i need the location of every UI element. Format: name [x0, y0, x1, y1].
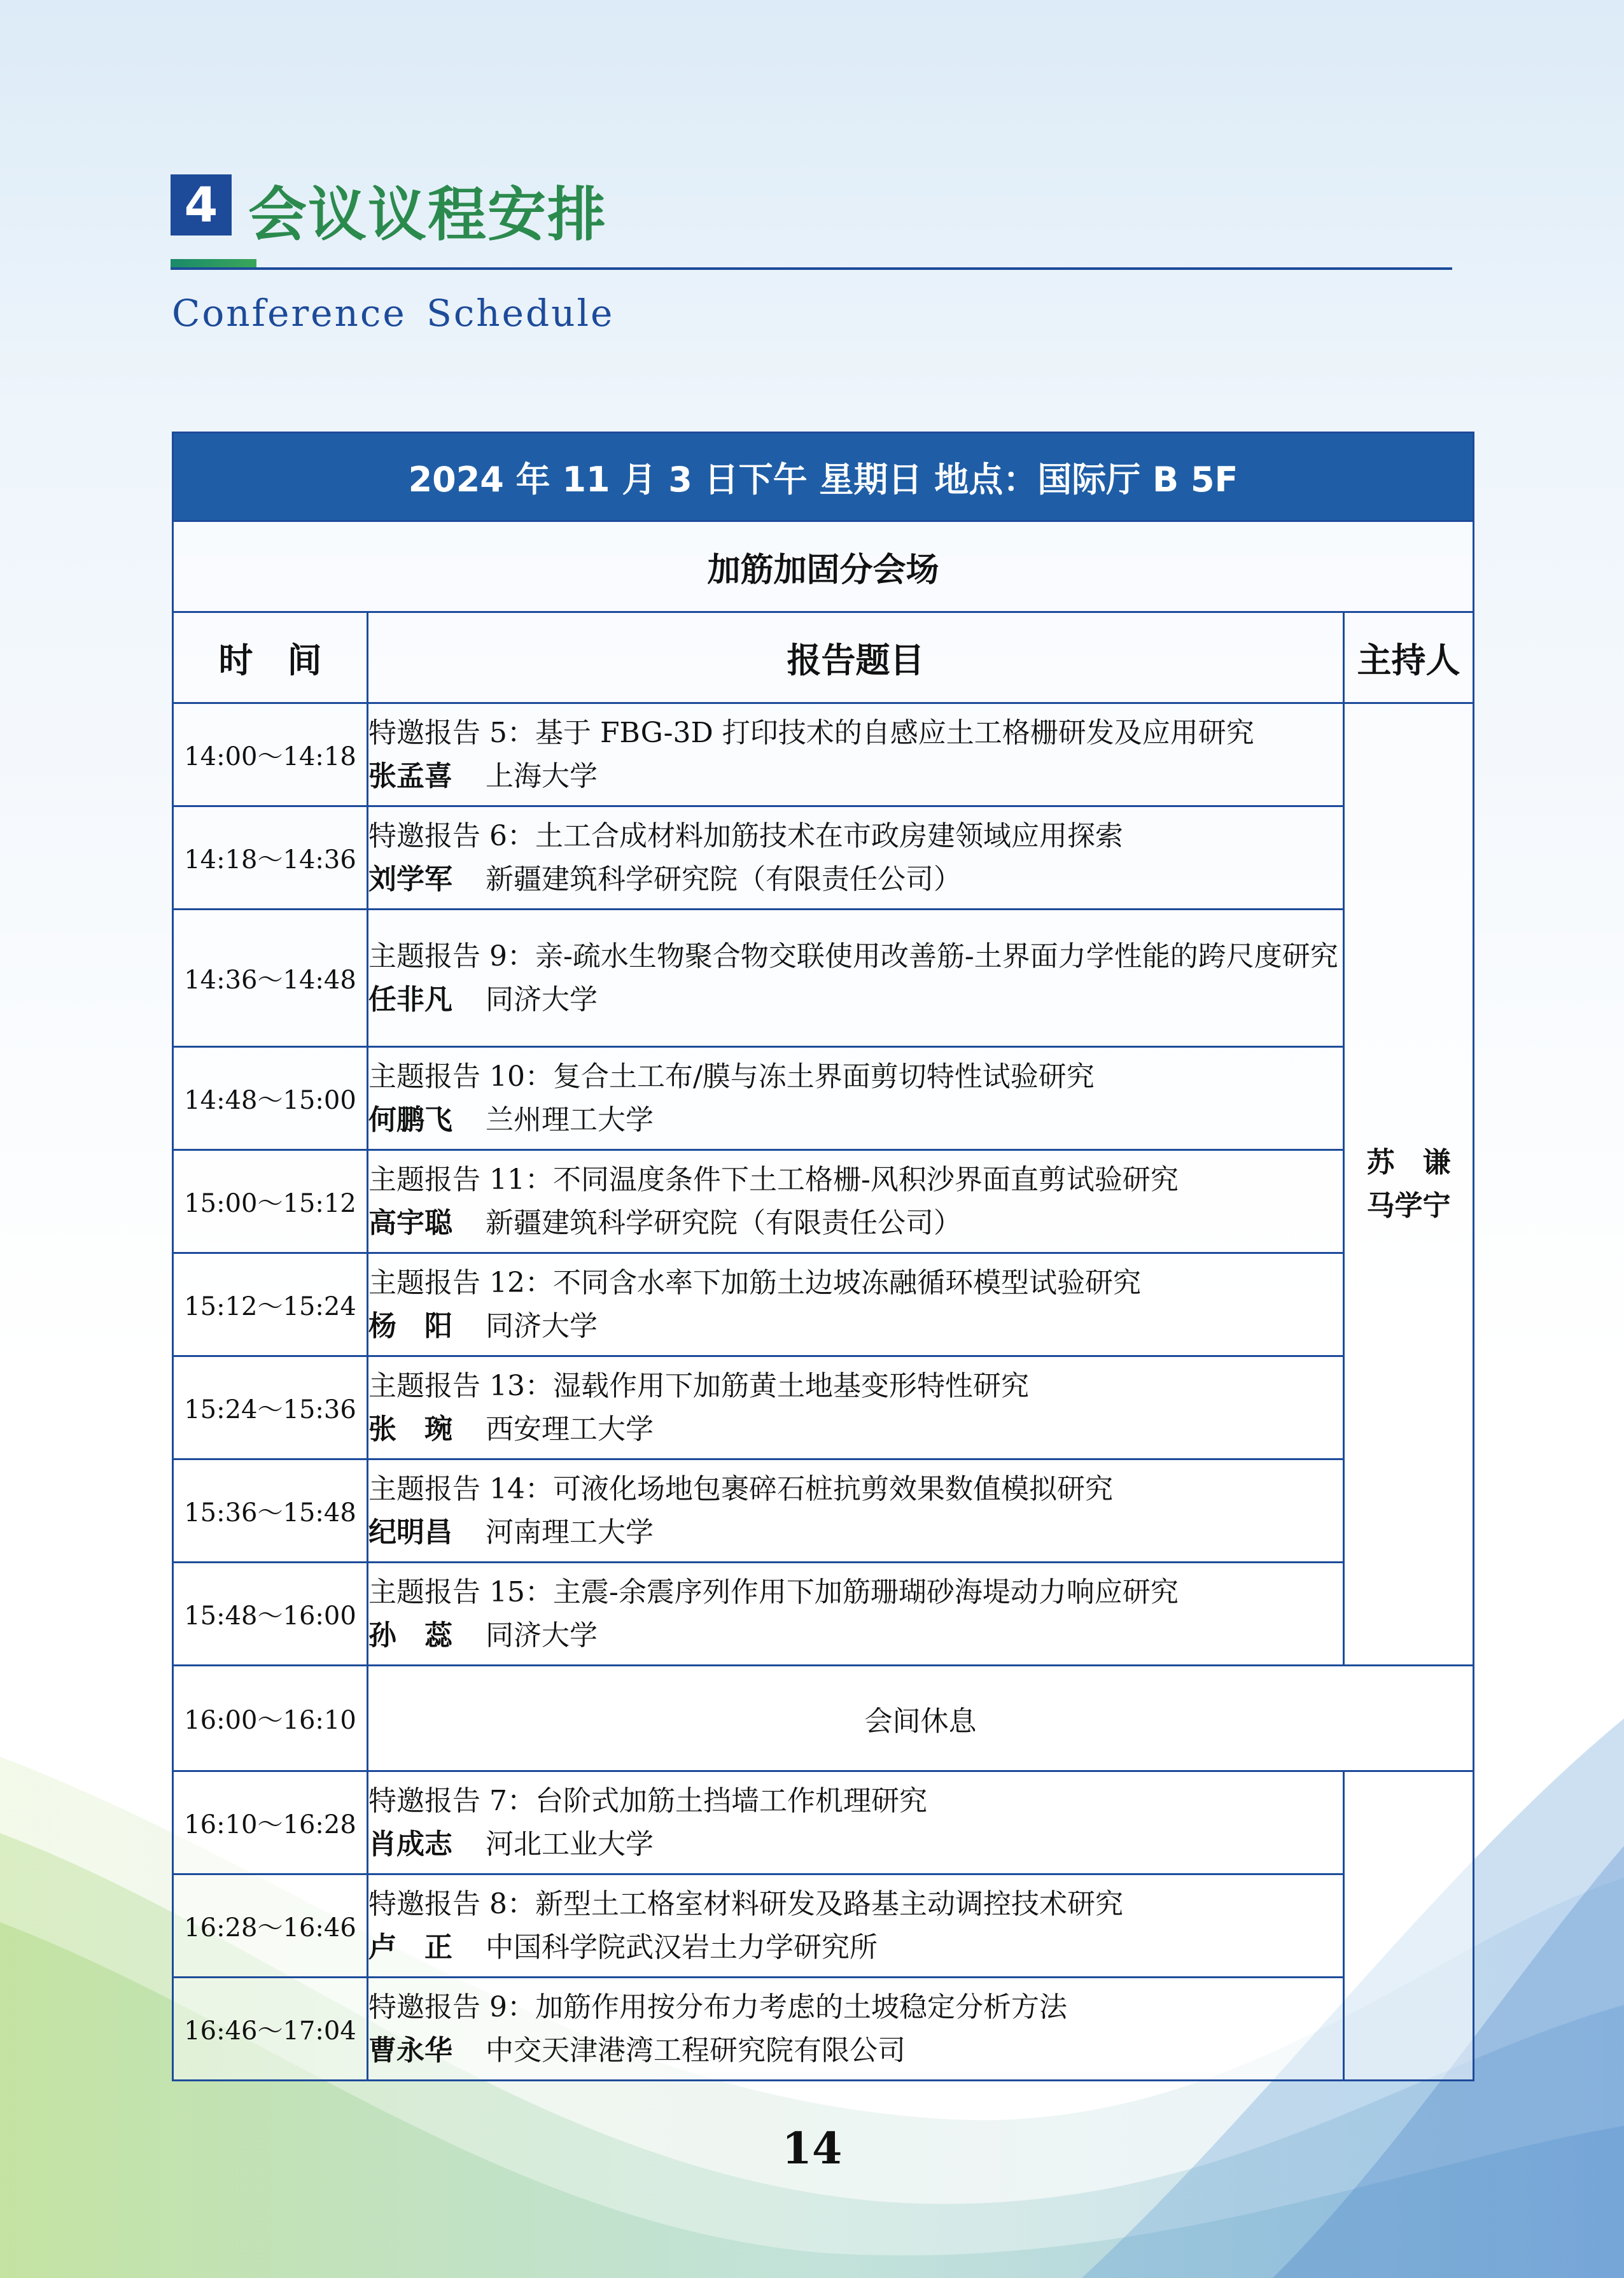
speaker-name: 任非凡: [368, 983, 452, 1016]
speaker-affiliation: 中交天津港湾工程研究院有限公司: [486, 2034, 906, 2067]
speaker-affiliation: 新疆建筑科学研究院（有限责任公司）: [486, 1206, 962, 1239]
table-row: [173, 1047, 1474, 1150]
talk-title: 主题报告 14：可液化场地包裹碎石桩抗剪效果数值模拟研究: [368, 1472, 1113, 1505]
speaker-affiliation: 新疆建筑科学研究院（有限责任公司）: [486, 862, 962, 896]
talk-title: 特邀报告 7：台阶式加筋土挡墙工作机理研究: [368, 1784, 927, 1817]
table-row: [173, 1978, 1474, 2081]
column-header-time: 时 间: [173, 612, 368, 703]
talk-title: 特邀报告 8：新型土工格室材料研发及路基主动调控技术研究: [368, 1887, 1123, 1920]
speaker-name: 肖成志: [368, 1827, 452, 1860]
column-header-host: 主持人: [1344, 612, 1474, 703]
talk-title: 特邀报告 5：基于 FBG-3D 打印技术的自感应土工格栅研发及应用研究: [368, 716, 1254, 749]
table-row: [173, 910, 1474, 1047]
date-location-banner: 2024 年 11 月 3 日下午 星期日 地点：国际厅 B 5F: [173, 433, 1474, 521]
speaker-name: 纪明昌: [368, 1515, 452, 1549]
row-talk: [368, 1459, 1344, 1563]
row-talk: [368, 1771, 1344, 1874]
row-talk: [368, 1874, 1344, 1978]
talk-title: 特邀报告 9：加筋作用按分布力考虑的土坡稳定分析方法: [368, 1990, 1067, 2023]
speaker-affiliation: 河北工业大学: [486, 1827, 654, 1860]
row-time: 15:12～15:24: [173, 1253, 368, 1356]
row-time: 14:18～14:36: [173, 806, 368, 910]
table-row: [173, 1874, 1474, 1978]
speaker-name: 卢 正: [368, 1930, 452, 1964]
section-subtitle-en: Conference Schedule: [172, 292, 615, 335]
speaker-affiliation: 同济大学: [486, 1309, 598, 1342]
speaker-affiliation: 同济大学: [486, 1619, 598, 1652]
break-label: 会间休息: [368, 1666, 1474, 1771]
speaker-affiliation: 西安理工大学: [486, 1412, 654, 1445]
row-time: 15:48～16:00: [173, 1563, 368, 1666]
talk-title: 主题报告 11：不同温度条件下土工格栅-风积沙界面直剪试验研究: [368, 1163, 1179, 1196]
table-row: [173, 1356, 1474, 1459]
row-talk: [368, 1978, 1344, 2081]
break-time: 16:00～16:10: [173, 1666, 368, 1771]
row-time: 15:36～15:48: [173, 1459, 368, 1563]
speaker-affiliation: 河南理工大学: [486, 1515, 654, 1549]
row-talk: [368, 1563, 1344, 1666]
speaker-name: 张 琬: [368, 1412, 452, 1445]
host-name: 苏 谦: [1366, 1146, 1451, 1179]
talk-title: 主题报告 9：亲-疏水生物聚合物交联使用改善筋-土界面力学性能的跨尺度研究: [368, 939, 1338, 973]
speaker-name: 曹永华: [368, 2034, 452, 2067]
section-number-badge: 4: [171, 174, 232, 236]
speaker-name: 刘学军: [368, 862, 452, 896]
column-header-topic: 报告题目: [368, 612, 1344, 703]
row-time: 14:36～14:48: [173, 910, 368, 1047]
schedule-table: [172, 432, 1474, 2081]
talk-title: 主题报告 10：复合土工布/膜与冻土界面剪切特性试验研究: [368, 1060, 1095, 1093]
break-row: [173, 1666, 1474, 1771]
talk-title: 主题报告 12：不同含水率下加筋土边坡冻融循环模型试验研究: [368, 1266, 1141, 1299]
table-row: [173, 1253, 1474, 1356]
row-talk: [368, 910, 1344, 1047]
row-talk: [368, 1356, 1344, 1459]
venue-name: 加筋加固分会场: [173, 521, 1474, 612]
section-title: 会议议程安排: [248, 181, 608, 249]
row-time: 16:46～17:04: [173, 1978, 368, 2081]
row-time: 15:00～15:12: [173, 1150, 368, 1253]
speaker-affiliation: 中国科学院武汉岩土力学研究所: [486, 1930, 878, 1964]
speaker-name: 何鹏飞: [368, 1103, 452, 1136]
row-talk: [368, 806, 1344, 910]
talk-title: 主题报告 15：主震-余震序列作用下加筋珊瑚砂海堤动力响应研究: [368, 1575, 1179, 1608]
speaker-affiliation: 兰州理工大学: [486, 1103, 654, 1136]
host-cell-empty: [1344, 1771, 1474, 2081]
table-row: [173, 1563, 1474, 1666]
speaker-affiliation: 上海大学: [486, 759, 598, 792]
table-row: [173, 1771, 1474, 1874]
table-row: [173, 1150, 1474, 1253]
column-header-row: [173, 612, 1474, 703]
row-time: 16:10～16:28: [173, 1771, 368, 1874]
speaker-name: 杨 阳: [368, 1309, 452, 1342]
table-row: [173, 703, 1474, 806]
speaker-name: 高宇聪: [368, 1206, 452, 1239]
speaker-affiliation: 同济大学: [486, 983, 598, 1016]
table-row: [173, 806, 1474, 910]
row-talk: [368, 1253, 1344, 1356]
talk-title: 主题报告 13：湿载作用下加筋黄土地基变形特性研究: [368, 1369, 1029, 1402]
table-row: [173, 1459, 1474, 1563]
row-time: 14:00～14:18: [173, 703, 368, 806]
host-name: 马学宁: [1366, 1189, 1451, 1222]
row-talk: [368, 1047, 1344, 1150]
page-number: 14: [781, 2123, 843, 2174]
row-talk: [368, 1150, 1344, 1253]
host-cell: [1344, 703, 1474, 1666]
title-rule: [171, 267, 1452, 270]
row-talk: [368, 703, 1344, 806]
speaker-name: 张孟喜: [368, 759, 452, 792]
talk-title: 特邀报告 6：土工合成材料加筋技术在市政房建领域应用探索: [368, 819, 1123, 852]
row-time: 14:48～15:00: [173, 1047, 368, 1150]
row-time: 15:24～15:36: [173, 1356, 368, 1459]
row-time: 16:28～16:46: [173, 1874, 368, 1978]
speaker-name: 孙 蕊: [368, 1619, 452, 1652]
